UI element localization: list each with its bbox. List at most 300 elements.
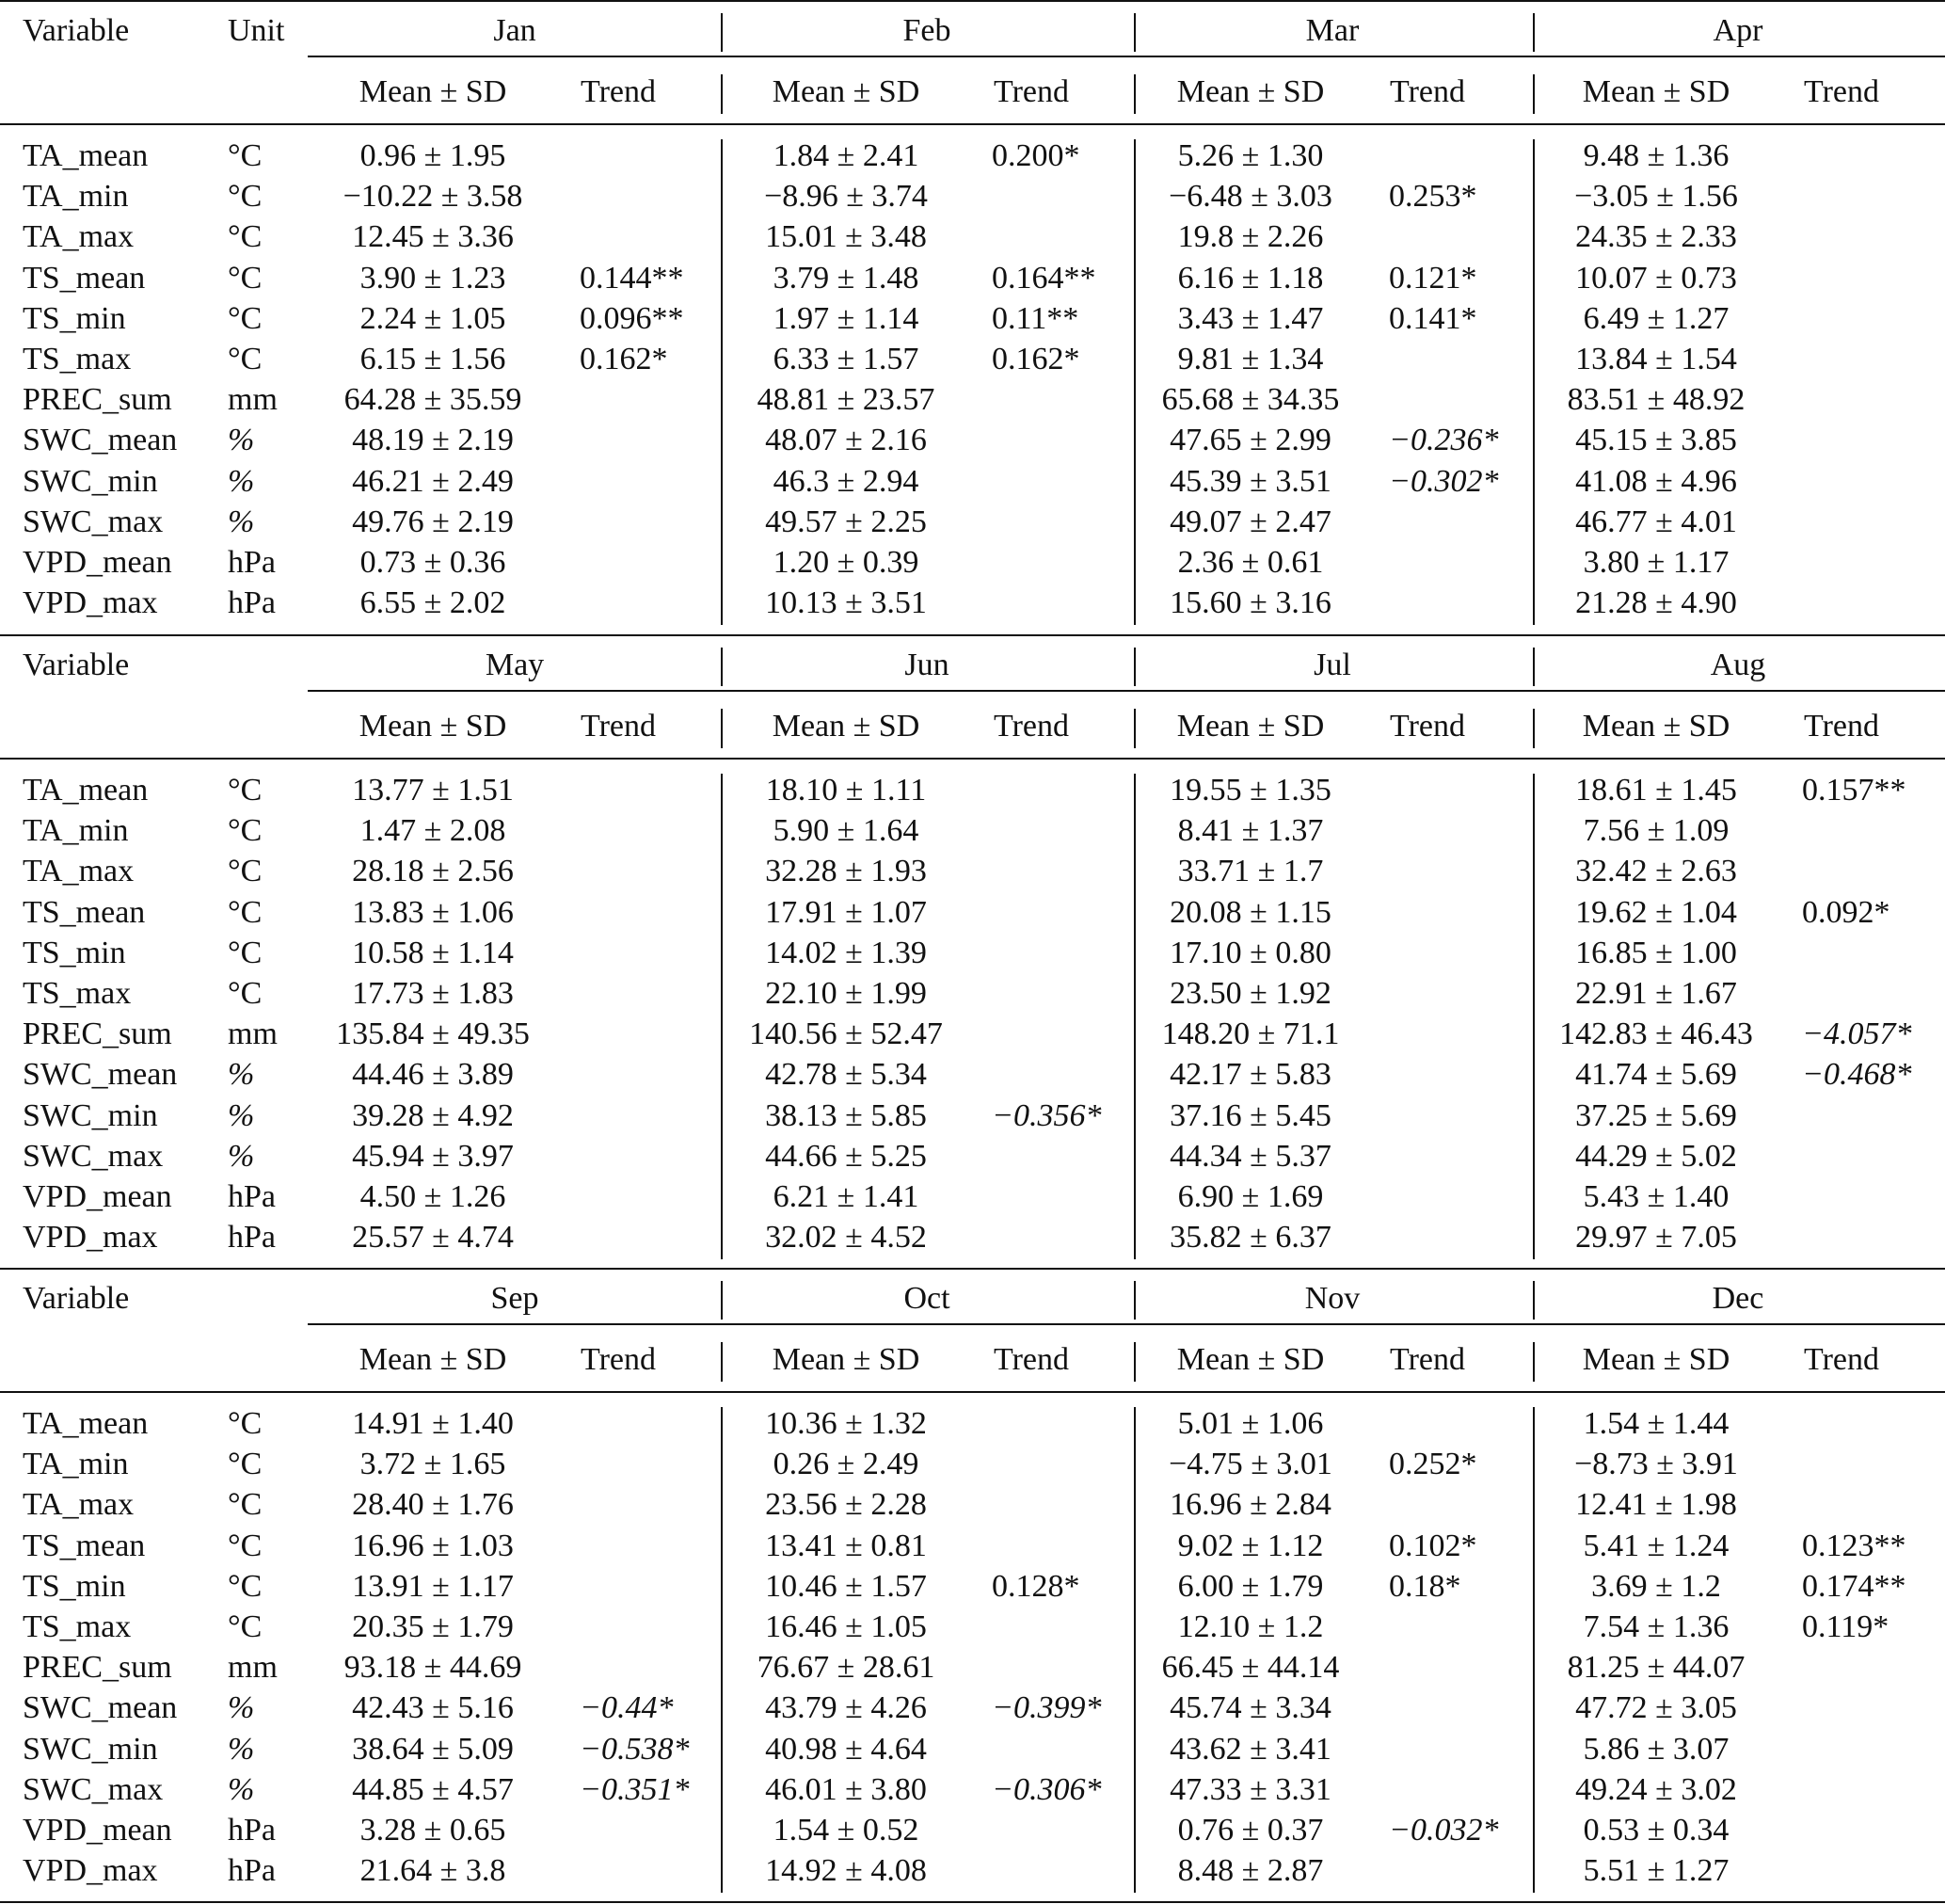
variable-name-cell: SWC_max bbox=[23, 1138, 164, 1174]
variable-name-cell: SWC_mean bbox=[23, 423, 178, 458]
unit-cell: hPa bbox=[228, 585, 276, 621]
mean-sd-cell: 46.77 ± 4.01 bbox=[1575, 504, 1737, 539]
mean-sd-cell: 8.41 ± 1.37 bbox=[1177, 813, 1324, 849]
column-divider bbox=[721, 1407, 723, 1893]
column-divider bbox=[721, 74, 723, 114]
mean-sd-cell: 3.90 ± 1.23 bbox=[359, 260, 506, 296]
mean-sd-header: Mean ± SD bbox=[1582, 709, 1730, 744]
variable-name-cell: TA_max bbox=[23, 219, 135, 255]
variable-name-cell: TA_mean bbox=[23, 773, 149, 808]
unit-cell: % bbox=[228, 1097, 255, 1133]
variable-name-cell: TS_max bbox=[23, 976, 132, 1011]
mean-sd-cell: 0.26 ± 2.49 bbox=[773, 1447, 919, 1482]
mean-sd-cell: 42.78 ± 5.34 bbox=[765, 1057, 927, 1093]
variable-column-header: Variable bbox=[23, 648, 130, 682]
month-header-rule bbox=[308, 56, 1945, 57]
variable-name-cell: PREC_sum bbox=[23, 1650, 172, 1686]
trend-cell: −0.306* bbox=[992, 1771, 1102, 1807]
trend-header: Trend bbox=[1804, 1342, 1879, 1377]
mean-sd-cell: 24.35 ± 2.33 bbox=[1575, 219, 1737, 255]
mean-sd-cell: 45.74 ± 3.34 bbox=[1170, 1690, 1331, 1726]
column-divider bbox=[1134, 709, 1136, 748]
mean-sd-cell: 44.29 ± 5.02 bbox=[1575, 1138, 1737, 1174]
column-divider bbox=[1134, 74, 1136, 114]
mean-sd-cell: 15.01 ± 3.48 bbox=[765, 219, 927, 255]
column-divider bbox=[1533, 13, 1535, 52]
mean-sd-cell: 12.10 ± 1.2 bbox=[1177, 1609, 1324, 1644]
mean-sd-cell: 18.10 ± 1.11 bbox=[765, 773, 927, 808]
mean-sd-cell: 65.68 ± 34.35 bbox=[1161, 382, 1340, 418]
trend-cell: 0.253* bbox=[1389, 179, 1477, 215]
mean-sd-cell: −10.22 ± 3.58 bbox=[343, 179, 523, 215]
mean-sd-cell: 6.55 ± 2.02 bbox=[359, 585, 506, 621]
mean-sd-header: Mean ± SD bbox=[1176, 74, 1325, 109]
trend-cell: 0.123** bbox=[1802, 1528, 1906, 1563]
mean-sd-cell: 45.39 ± 3.51 bbox=[1170, 463, 1331, 499]
mean-sd-cell: 6.49 ± 1.27 bbox=[1583, 300, 1730, 336]
column-divider bbox=[721, 648, 723, 686]
mean-sd-cell: 32.02 ± 4.52 bbox=[765, 1220, 927, 1256]
mean-sd-cell: 66.45 ± 44.14 bbox=[1161, 1650, 1340, 1686]
mean-sd-cell: 5.86 ± 3.07 bbox=[1583, 1731, 1730, 1767]
mean-sd-header: Mean ± SD bbox=[359, 74, 507, 109]
mean-sd-header: Mean ± SD bbox=[1582, 1342, 1730, 1377]
mean-sd-header: Mean ± SD bbox=[1176, 1342, 1325, 1377]
mean-sd-cell: 2.36 ± 0.61 bbox=[1177, 545, 1324, 580]
mean-sd-cell: 6.16 ± 1.18 bbox=[1177, 260, 1324, 296]
mean-sd-cell: 32.28 ± 1.93 bbox=[765, 854, 927, 889]
mean-sd-cell: 37.16 ± 5.45 bbox=[1170, 1097, 1331, 1133]
mean-sd-cell: 22.91 ± 1.67 bbox=[1575, 976, 1737, 1011]
mean-sd-header: Mean ± SD bbox=[359, 709, 507, 744]
variable-name-cell: PREC_sum bbox=[23, 1016, 172, 1052]
trend-cell: 0.102* bbox=[1389, 1528, 1477, 1563]
mean-sd-cell: 5.90 ± 1.64 bbox=[773, 813, 919, 849]
mean-sd-cell: 16.96 ± 2.84 bbox=[1170, 1487, 1331, 1523]
mean-sd-cell: 42.17 ± 5.83 bbox=[1170, 1057, 1331, 1093]
variable-name-cell: TS_max bbox=[23, 1609, 132, 1644]
mean-sd-cell: 17.73 ± 1.83 bbox=[352, 976, 514, 1011]
mean-sd-cell: 33.71 ± 1.7 bbox=[1177, 854, 1324, 889]
trend-cell: −0.538* bbox=[580, 1731, 690, 1767]
mean-sd-cell: 93.18 ± 44.69 bbox=[343, 1650, 522, 1686]
column-divider bbox=[1134, 774, 1136, 1259]
trend-cell: 0.157** bbox=[1802, 773, 1906, 808]
column-divider bbox=[1134, 13, 1136, 52]
unit-cell: mm bbox=[228, 1016, 278, 1052]
mean-sd-cell: 20.35 ± 1.79 bbox=[352, 1609, 514, 1644]
mean-sd-header: Mean ± SD bbox=[772, 74, 920, 109]
trend-header: Trend bbox=[1804, 74, 1879, 109]
mean-sd-cell: 28.18 ± 2.56 bbox=[352, 854, 514, 889]
trend-cell: 0.18* bbox=[1389, 1568, 1461, 1604]
mean-sd-cell: 19.62 ± 1.04 bbox=[1575, 894, 1737, 930]
mean-sd-cell: 3.80 ± 1.17 bbox=[1583, 545, 1730, 580]
mean-sd-cell: 64.28 ± 35.59 bbox=[343, 382, 522, 418]
variable-name-cell: PREC_sum bbox=[23, 382, 172, 418]
mean-sd-cell: 7.54 ± 1.36 bbox=[1583, 1609, 1730, 1644]
mean-sd-cell: 43.62 ± 3.41 bbox=[1170, 1731, 1331, 1767]
mean-sd-cell: 48.19 ± 2.19 bbox=[352, 423, 514, 458]
mean-sd-cell: 13.84 ± 1.54 bbox=[1575, 342, 1737, 376]
mean-sd-cell: 81.25 ± 44.07 bbox=[1567, 1650, 1746, 1686]
variable-name-cell: TS_min bbox=[23, 1568, 126, 1604]
unit-cell: % bbox=[228, 423, 255, 458]
variable-name-cell: TS_max bbox=[23, 342, 132, 376]
mean-sd-cell: 49.24 ± 3.02 bbox=[1575, 1771, 1737, 1807]
unit-cell: °C bbox=[228, 935, 263, 970]
mean-sd-cell: 41.74 ± 5.69 bbox=[1575, 1057, 1737, 1093]
variable-name-cell: SWC_max bbox=[23, 504, 164, 539]
unit-cell: °C bbox=[228, 1447, 263, 1482]
unit-cell: °C bbox=[228, 300, 263, 336]
unit-cell: % bbox=[228, 1690, 255, 1726]
column-divider bbox=[1134, 139, 1136, 625]
mean-sd-cell: 5.01 ± 1.06 bbox=[1177, 1406, 1324, 1441]
variable-name-cell: TA_min bbox=[23, 1447, 129, 1482]
column-divider bbox=[721, 774, 723, 1259]
unit-cell: hPa bbox=[228, 1813, 276, 1848]
mean-sd-cell: −4.75 ± 3.01 bbox=[1169, 1447, 1332, 1482]
column-divider bbox=[721, 1281, 723, 1320]
trend-cell: 0.141* bbox=[1389, 300, 1477, 336]
unit-cell: °C bbox=[228, 1609, 263, 1644]
mean-sd-cell: 6.90 ± 1.69 bbox=[1177, 1179, 1324, 1214]
column-divider bbox=[1134, 648, 1136, 686]
mean-sd-cell: 0.96 ± 1.95 bbox=[359, 138, 506, 173]
mean-sd-cell: 20.08 ± 1.15 bbox=[1170, 894, 1331, 930]
mean-sd-cell: 1.84 ± 2.41 bbox=[773, 138, 919, 173]
mean-sd-cell: 7.56 ± 1.09 bbox=[1583, 813, 1730, 849]
column-divider bbox=[1533, 74, 1535, 114]
mean-sd-cell: 23.50 ± 1.92 bbox=[1170, 976, 1331, 1011]
mean-sd-cell: 13.91 ± 1.17 bbox=[352, 1568, 514, 1604]
mean-sd-cell: 38.13 ± 5.85 bbox=[765, 1097, 927, 1133]
trend-header: Trend bbox=[1390, 709, 1465, 744]
unit-cell: % bbox=[228, 1731, 255, 1767]
mean-sd-cell: 6.21 ± 1.41 bbox=[773, 1179, 919, 1214]
mean-sd-cell: 5.41 ± 1.24 bbox=[1583, 1528, 1730, 1563]
mean-sd-cell: 9.48 ± 1.36 bbox=[1583, 138, 1730, 173]
variable-name-cell: TA_min bbox=[23, 813, 129, 849]
month-header: Sep bbox=[490, 1281, 539, 1316]
mean-sd-cell: 49.57 ± 2.25 bbox=[765, 504, 927, 539]
mean-sd-cell: 48.81 ± 23.57 bbox=[757, 382, 935, 418]
mean-sd-cell: 13.83 ± 1.06 bbox=[352, 894, 514, 930]
mean-sd-cell: 142.83 ± 46.43 bbox=[1559, 1016, 1753, 1052]
mean-sd-cell: 21.28 ± 4.90 bbox=[1575, 585, 1737, 621]
variable-column-header: Variable bbox=[23, 13, 130, 48]
mean-sd-cell: 1.97 ± 1.14 bbox=[773, 300, 919, 336]
mean-sd-cell: 0.76 ± 0.37 bbox=[1177, 1813, 1324, 1848]
column-divider bbox=[721, 139, 723, 625]
column-divider bbox=[721, 13, 723, 52]
mean-sd-cell: 3.28 ± 0.65 bbox=[359, 1813, 506, 1848]
month-header: Jul bbox=[1314, 648, 1351, 682]
subheader-rule bbox=[0, 758, 1945, 760]
table-bottom-rule bbox=[0, 1901, 1945, 1903]
variable-name-cell: SWC_max bbox=[23, 1771, 164, 1807]
column-divider bbox=[1533, 1342, 1535, 1382]
mean-sd-cell: −3.05 ± 1.56 bbox=[1574, 179, 1738, 215]
trend-cell: −0.468* bbox=[1802, 1057, 1912, 1093]
variable-name-cell: TS_mean bbox=[23, 1528, 146, 1563]
mean-sd-cell: 14.02 ± 1.39 bbox=[765, 935, 927, 970]
mean-sd-cell: 5.51 ± 1.27 bbox=[1583, 1853, 1730, 1889]
mean-sd-cell: 6.00 ± 1.79 bbox=[1177, 1568, 1324, 1604]
variable-column-header: Variable bbox=[23, 1281, 130, 1316]
mean-sd-cell: 13.77 ± 1.51 bbox=[352, 773, 514, 808]
column-divider bbox=[1533, 1281, 1535, 1320]
mean-sd-cell: 39.28 ± 4.92 bbox=[352, 1097, 514, 1133]
mean-sd-cell: 46.21 ± 2.49 bbox=[352, 463, 514, 499]
variable-name-cell: VPD_mean bbox=[23, 1813, 172, 1848]
trend-cell: −0.032* bbox=[1389, 1813, 1499, 1848]
trend-cell: 0.096** bbox=[580, 300, 684, 336]
trend-header: Trend bbox=[581, 709, 656, 744]
column-divider bbox=[1533, 139, 1535, 625]
mean-sd-cell: 76.67 ± 28.61 bbox=[757, 1650, 935, 1686]
unit-cell: °C bbox=[228, 976, 263, 1011]
mean-sd-cell: 3.79 ± 1.48 bbox=[773, 260, 919, 296]
variable-name-cell: TA_max bbox=[23, 1487, 135, 1523]
variable-name-cell: TA_min bbox=[23, 179, 129, 215]
mean-sd-cell: 45.94 ± 3.97 bbox=[352, 1138, 514, 1174]
mean-sd-cell: 5.26 ± 1.30 bbox=[1177, 138, 1324, 173]
mean-sd-cell: 12.45 ± 3.36 bbox=[352, 219, 514, 255]
mean-sd-cell: 44.66 ± 5.25 bbox=[765, 1138, 927, 1174]
month-header: Feb bbox=[902, 13, 951, 48]
month-header: Jan bbox=[493, 13, 536, 48]
column-divider bbox=[721, 1342, 723, 1382]
trend-header: Trend bbox=[994, 709, 1069, 744]
mean-sd-cell: 29.97 ± 7.05 bbox=[1575, 1220, 1737, 1256]
trend-header: Trend bbox=[1390, 1342, 1465, 1377]
column-divider bbox=[721, 709, 723, 748]
month-header: Mar bbox=[1305, 13, 1360, 48]
variable-name-cell: SWC_mean bbox=[23, 1690, 178, 1726]
mean-sd-cell: 14.91 ± 1.40 bbox=[352, 1406, 514, 1441]
unit-cell: °C bbox=[228, 219, 263, 255]
mean-sd-cell: 1.54 ± 0.52 bbox=[773, 1813, 919, 1848]
mean-sd-cell: 0.73 ± 0.36 bbox=[359, 545, 506, 580]
mean-sd-cell: 2.24 ± 1.05 bbox=[359, 300, 506, 336]
mean-sd-cell: 3.69 ± 1.2 bbox=[1591, 1568, 1721, 1604]
variable-name-cell: VPD_mean bbox=[23, 1179, 172, 1214]
unit-cell: % bbox=[228, 1771, 255, 1807]
mean-sd-cell: 4.50 ± 1.26 bbox=[359, 1179, 506, 1214]
month-header: Nov bbox=[1304, 1281, 1361, 1316]
unit-cell: °C bbox=[228, 1487, 263, 1523]
trend-header: Trend bbox=[994, 1342, 1069, 1377]
trend-header: Trend bbox=[581, 74, 656, 109]
unit-cell: % bbox=[228, 463, 255, 499]
mean-sd-cell: 43.79 ± 4.26 bbox=[765, 1690, 927, 1726]
column-divider bbox=[1533, 774, 1535, 1259]
mean-sd-cell: 47.65 ± 2.99 bbox=[1170, 423, 1331, 458]
variable-name-cell: SWC_min bbox=[23, 1097, 158, 1133]
unit-cell: °C bbox=[228, 138, 263, 173]
trend-cell: −0.236* bbox=[1389, 423, 1499, 458]
month-header: May bbox=[485, 648, 545, 682]
mean-sd-cell: −8.73 ± 3.91 bbox=[1574, 1447, 1738, 1482]
mean-sd-cell: 46.01 ± 3.80 bbox=[765, 1771, 927, 1807]
variable-name-cell: SWC_mean bbox=[23, 1057, 178, 1093]
trend-cell: 0.162* bbox=[580, 342, 668, 376]
mean-sd-cell: 19.8 ± 2.26 bbox=[1177, 219, 1324, 255]
mean-sd-cell: 6.15 ± 1.56 bbox=[359, 342, 506, 376]
unit-cell: °C bbox=[228, 179, 263, 215]
mean-sd-cell: 49.07 ± 2.47 bbox=[1170, 504, 1331, 539]
mean-sd-cell: 1.54 ± 1.44 bbox=[1583, 1406, 1730, 1441]
trend-cell: 0.164** bbox=[992, 260, 1096, 296]
mean-sd-cell: 45.15 ± 3.85 bbox=[1575, 423, 1737, 458]
trend-cell: 0.162* bbox=[992, 342, 1080, 376]
mean-sd-cell: 48.07 ± 2.16 bbox=[765, 423, 927, 458]
column-divider bbox=[1134, 1281, 1136, 1320]
month-header-rule bbox=[308, 690, 1945, 692]
mean-sd-cell: 3.72 ± 1.65 bbox=[359, 1447, 506, 1482]
trend-cell: 0.144** bbox=[580, 260, 684, 296]
mean-sd-cell: 15.60 ± 3.16 bbox=[1170, 585, 1331, 621]
month-header: Aug bbox=[1710, 648, 1766, 682]
trend-cell: 0.252* bbox=[1389, 1447, 1477, 1482]
mean-sd-cell: 16.85 ± 1.00 bbox=[1575, 935, 1737, 970]
variable-name-cell: TS_min bbox=[23, 300, 126, 336]
unit-cell: hPa bbox=[228, 1853, 276, 1889]
mean-sd-cell: 41.08 ± 4.96 bbox=[1575, 463, 1737, 499]
mean-sd-header: Mean ± SD bbox=[1582, 74, 1730, 109]
trend-header: Trend bbox=[994, 74, 1069, 109]
month-header: Oct bbox=[903, 1281, 950, 1316]
mean-sd-cell: 18.61 ± 1.45 bbox=[1575, 773, 1737, 808]
mean-sd-header: Mean ± SD bbox=[1176, 709, 1325, 744]
mean-sd-cell: 12.41 ± 1.98 bbox=[1575, 1487, 1737, 1523]
variable-name-cell: TS_mean bbox=[23, 894, 146, 930]
mean-sd-cell: 9.81 ± 1.34 bbox=[1177, 342, 1324, 376]
subheader-rule bbox=[0, 1391, 1945, 1393]
variable-name-cell: TA_mean bbox=[23, 1406, 149, 1441]
mean-sd-cell: −8.96 ± 3.74 bbox=[764, 179, 928, 215]
mean-sd-cell: 17.10 ± 0.80 bbox=[1170, 935, 1331, 970]
month-header: Dec bbox=[1712, 1281, 1764, 1316]
mean-sd-cell: 16.46 ± 1.05 bbox=[765, 1609, 927, 1644]
variable-name-cell: VPD_max bbox=[23, 585, 158, 621]
mean-sd-cell: 44.85 ± 4.57 bbox=[352, 1771, 514, 1807]
block-top-rule bbox=[0, 1268, 1945, 1270]
mean-sd-cell: 5.43 ± 1.40 bbox=[1583, 1179, 1730, 1214]
mean-sd-cell: 148.20 ± 71.1 bbox=[1161, 1016, 1340, 1052]
trend-cell: 0.092* bbox=[1802, 894, 1890, 930]
unit-cell: °C bbox=[228, 1528, 263, 1563]
unit-cell: hPa bbox=[228, 545, 276, 580]
trend-cell: 0.121* bbox=[1389, 260, 1477, 296]
mean-sd-cell: 10.07 ± 0.73 bbox=[1575, 260, 1737, 296]
mean-sd-cell: 38.64 ± 5.09 bbox=[352, 1731, 514, 1767]
mean-sd-cell: 83.51 ± 48.92 bbox=[1567, 382, 1746, 418]
mean-sd-cell: 135.84 ± 49.35 bbox=[336, 1016, 530, 1052]
mean-sd-header: Mean ± SD bbox=[772, 709, 920, 744]
variable-name-cell: SWC_min bbox=[23, 1731, 158, 1767]
mean-sd-cell: 40.98 ± 4.64 bbox=[765, 1731, 927, 1767]
unit-cell: °C bbox=[228, 1568, 263, 1604]
subheader-rule bbox=[0, 123, 1945, 125]
column-divider bbox=[1533, 648, 1535, 686]
trend-cell: 0.174** bbox=[1802, 1568, 1906, 1604]
unit-cell: % bbox=[228, 504, 255, 539]
mean-sd-cell: 0.53 ± 0.34 bbox=[1583, 1813, 1730, 1848]
trend-header: Trend bbox=[1390, 74, 1465, 109]
mean-sd-cell: 19.55 ± 1.35 bbox=[1170, 773, 1331, 808]
mean-sd-cell: 44.46 ± 3.89 bbox=[352, 1057, 514, 1093]
variable-name-cell: TS_mean bbox=[23, 260, 146, 296]
trend-cell: −0.356* bbox=[992, 1097, 1102, 1133]
block-top-rule bbox=[0, 0, 1945, 2]
mean-sd-cell: 13.41 ± 0.81 bbox=[765, 1528, 927, 1563]
mean-sd-cell: 47.72 ± 3.05 bbox=[1575, 1690, 1737, 1726]
variable-name-cell: SWC_min bbox=[23, 463, 158, 499]
mean-sd-cell: 16.96 ± 1.03 bbox=[352, 1528, 514, 1563]
unit-cell: % bbox=[228, 1138, 255, 1174]
unit-column-header: Unit bbox=[228, 13, 285, 48]
mean-sd-cell: 23.56 ± 2.28 bbox=[765, 1487, 927, 1523]
mean-sd-cell: 3.43 ± 1.47 bbox=[1177, 300, 1324, 336]
mean-sd-cell: 42.43 ± 5.16 bbox=[352, 1690, 514, 1726]
month-header-rule bbox=[308, 1323, 1945, 1325]
unit-cell: % bbox=[228, 1057, 255, 1093]
unit-cell: °C bbox=[228, 1406, 263, 1441]
month-header: Apr bbox=[1713, 13, 1763, 48]
mean-sd-cell: 25.57 ± 4.74 bbox=[352, 1220, 514, 1256]
trend-cell: 0.119* bbox=[1802, 1609, 1889, 1644]
mean-sd-cell: 8.48 ± 2.87 bbox=[1177, 1853, 1324, 1889]
trend-cell: −0.302* bbox=[1389, 463, 1499, 499]
trend-cell: 0.128* bbox=[992, 1568, 1080, 1604]
mean-sd-cell: −6.48 ± 3.03 bbox=[1169, 179, 1332, 215]
mean-sd-cell: 22.10 ± 1.99 bbox=[765, 976, 927, 1011]
mean-sd-cell: 10.58 ± 1.14 bbox=[352, 935, 514, 970]
unit-cell: mm bbox=[228, 1650, 278, 1686]
mean-sd-header: Mean ± SD bbox=[772, 1342, 920, 1377]
variable-name-cell: TA_mean bbox=[23, 138, 149, 173]
column-divider bbox=[1533, 709, 1535, 748]
unit-cell: °C bbox=[228, 894, 263, 930]
trend-cell: 0.11** bbox=[992, 300, 1079, 336]
mean-sd-cell: 14.92 ± 4.08 bbox=[765, 1853, 927, 1889]
block-top-rule bbox=[0, 634, 1945, 636]
mean-sd-cell: 35.82 ± 6.37 bbox=[1170, 1220, 1331, 1256]
variable-name-cell: TS_min bbox=[23, 935, 126, 970]
unit-cell: °C bbox=[228, 813, 263, 849]
mean-sd-cell: 37.25 ± 5.69 bbox=[1575, 1097, 1737, 1133]
mean-sd-cell: 28.40 ± 1.76 bbox=[352, 1487, 514, 1523]
trend-cell: −0.351* bbox=[580, 1771, 690, 1807]
unit-cell: °C bbox=[228, 260, 263, 296]
column-divider bbox=[1533, 1407, 1535, 1893]
mean-sd-cell: 9.02 ± 1.12 bbox=[1177, 1528, 1324, 1563]
variable-name-cell: TA_max bbox=[23, 854, 135, 889]
unit-cell: °C bbox=[228, 342, 263, 376]
unit-cell: hPa bbox=[228, 1220, 276, 1256]
unit-cell: °C bbox=[228, 773, 263, 808]
mean-sd-cell: 10.36 ± 1.32 bbox=[765, 1406, 927, 1441]
unit-cell: mm bbox=[228, 382, 278, 418]
trend-header: Trend bbox=[1804, 709, 1879, 744]
trend-cell: −0.399* bbox=[992, 1690, 1102, 1726]
mean-sd-cell: 1.47 ± 2.08 bbox=[359, 813, 506, 849]
mean-sd-cell: 46.3 ± 2.94 bbox=[773, 463, 919, 499]
mean-sd-cell: 17.91 ± 1.07 bbox=[765, 894, 927, 930]
